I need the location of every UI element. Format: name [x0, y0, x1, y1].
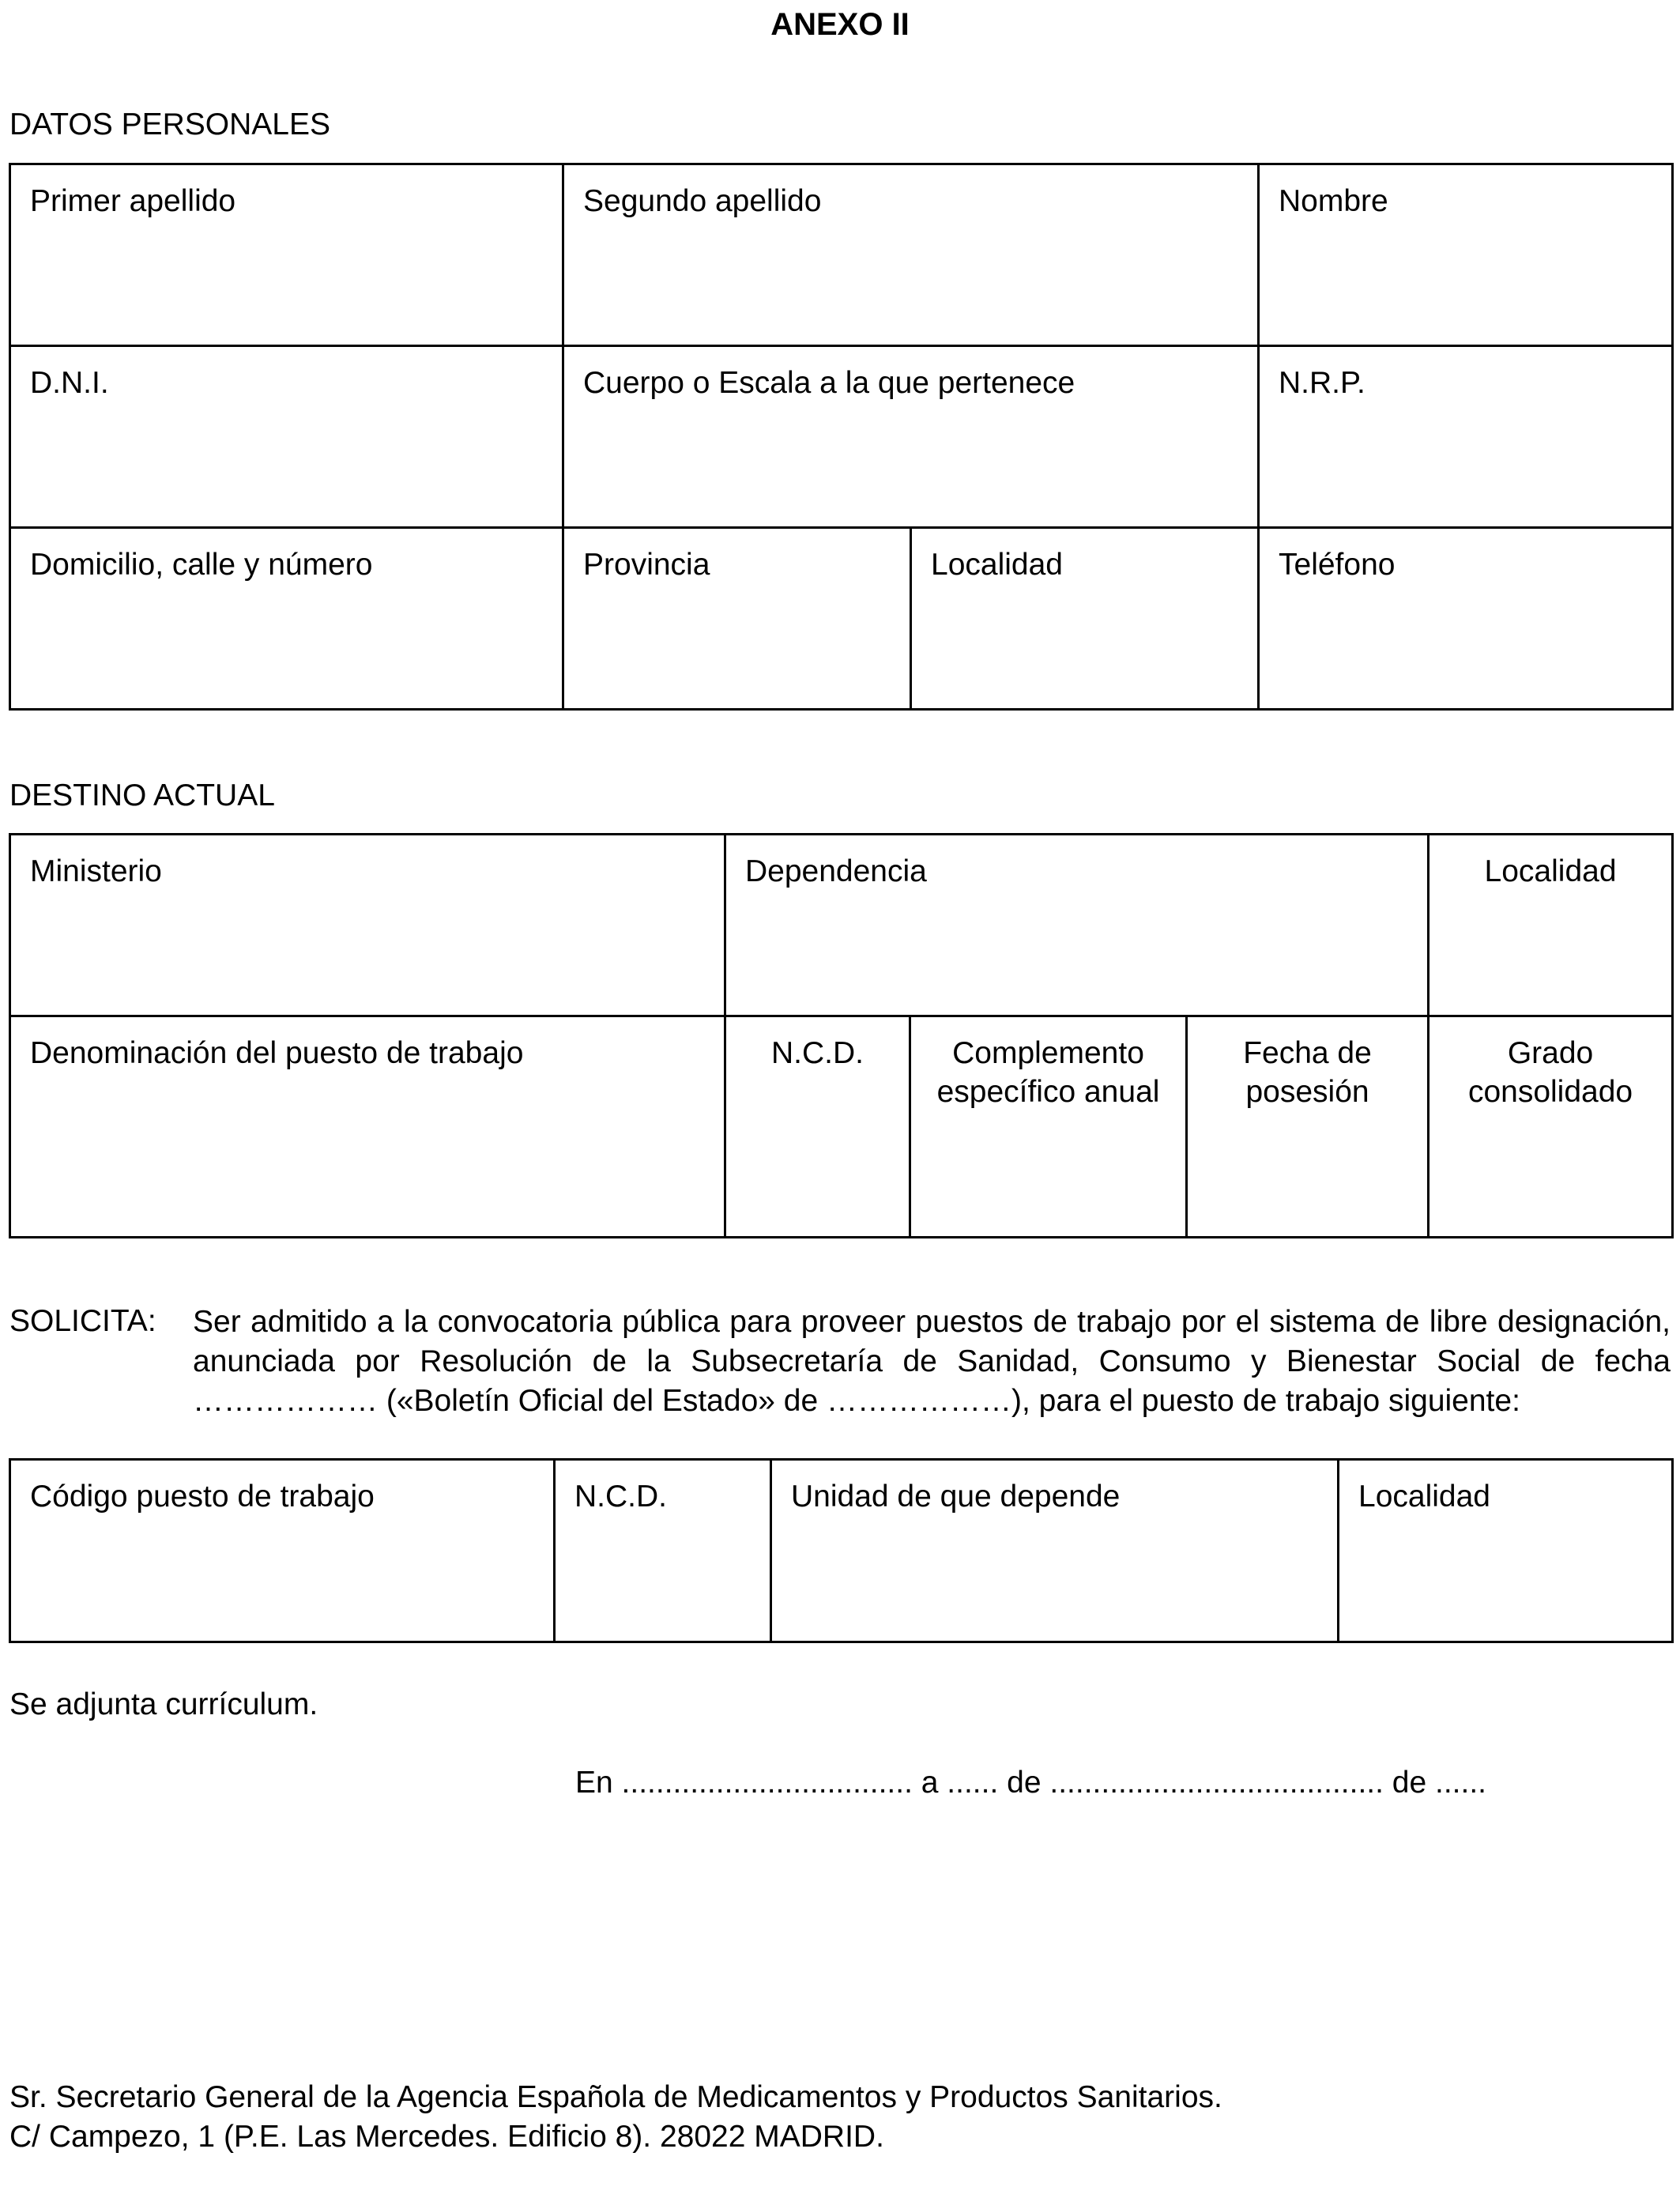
page-title: ANEXO II: [770, 7, 910, 42]
field-label: N.R.P.: [1279, 366, 1365, 400]
field-label: Fecha de posesión: [1243, 1036, 1372, 1109]
field-localidad[interactable]: [911, 528, 1259, 710]
field-label: Provincia: [583, 548, 710, 582]
field-label: Localidad: [931, 548, 1063, 582]
field-ncd-puesto[interactable]: [555, 1460, 771, 1642]
field-label: D.N.I.: [30, 366, 109, 400]
field-dependencia[interactable]: [725, 835, 1429, 1016]
field-segundo-apellido[interactable]: [563, 164, 1259, 346]
field-fecha-posesion[interactable]: [1187, 1016, 1429, 1238]
field-grado-consolidado[interactable]: [1429, 1016, 1673, 1238]
addressee-line-2: C/ Campezo, 1 (P.E. Las Mercedes. Edificio 8). 28022 MADRID.: [9, 2120, 884, 2154]
datos-personales-table: [9, 163, 1674, 711]
field-label: Cuerpo o Escala a la que pertenece: [583, 366, 1075, 400]
field-label: Segundo apellido: [583, 184, 822, 218]
field-domicilio[interactable]: [10, 528, 563, 710]
field-complemento-especifico[interactable]: [910, 1016, 1187, 1238]
field-label: Denominación del puesto de trabajo: [30, 1036, 524, 1070]
field-telefono[interactable]: [1259, 528, 1673, 710]
field-ministerio[interactable]: [10, 835, 725, 1016]
field-label: Código puesto de trabajo: [30, 1480, 375, 1514]
puesto-solicitado-table: [9, 1458, 1674, 1643]
field-label: Ministerio: [30, 854, 162, 888]
field-label: N.C.D.: [574, 1480, 667, 1514]
field-label: Unidad de que depende: [791, 1480, 1121, 1514]
field-label: Primer apellido: [30, 184, 236, 218]
field-provincia[interactable]: [563, 528, 911, 710]
date-place-line: En .................................. a ...... de ....................................... de ......: [575, 1766, 1487, 1800]
solicita-label: SOLICITA:: [9, 1304, 156, 1338]
field-codigo-puesto[interactable]: [10, 1460, 555, 1642]
field-label: Grado consolidado: [1467, 1036, 1633, 1109]
section-heading-datos-personales: DATOS PERSONALES: [9, 107, 331, 141]
field-label: Complemento específico anual: [936, 1036, 1160, 1109]
field-label: Dependencia: [745, 854, 927, 888]
field-label: Localidad: [1484, 854, 1617, 888]
field-label: N.C.D.: [771, 1036, 864, 1070]
field-label: Localidad: [1358, 1480, 1490, 1514]
field-localidad-destino[interactable]: [1429, 835, 1673, 1016]
adjunta-curriculum: Se adjunta currículum.: [9, 1687, 318, 1721]
field-label: Domicilio, calle y número: [30, 548, 373, 582]
field-ncd-destino[interactable]: [725, 1016, 910, 1238]
destino-actual-table: [9, 833, 1674, 1238]
field-denominacion-puesto[interactable]: [10, 1016, 725, 1238]
field-localidad-puesto[interactable]: [1339, 1460, 1673, 1642]
solicita-text: Ser admitido a la convocatoria pública para proveer puestos de trabajo por el sistema de libre designación, anunciada por Resolución de la Subsecretaría de Sanidad, Consumo y Bienestar Social de fecha ……………… («Boletín Oficial del Estado» de ………………), para el puesto de trabajo siguiente:: [193, 1305, 1671, 1418]
field-label: Nombre: [1279, 184, 1388, 218]
section-heading-destino-actual: DESTINO ACTUAL: [9, 778, 275, 812]
field-nombre[interactable]: [1259, 164, 1673, 346]
field-unidad-depende[interactable]: [771, 1460, 1339, 1642]
field-cuerpo-escala[interactable]: [563, 346, 1259, 528]
field-dni[interactable]: [10, 346, 563, 528]
field-label: Teléfono: [1279, 548, 1396, 582]
addressee-line-1: Sr. Secretario General de la Agencia Española de Medicamentos y Productos Sanitarios.: [9, 2080, 1222, 2114]
field-nrp[interactable]: [1259, 346, 1673, 528]
field-primer-apellido[interactable]: [10, 164, 563, 346]
